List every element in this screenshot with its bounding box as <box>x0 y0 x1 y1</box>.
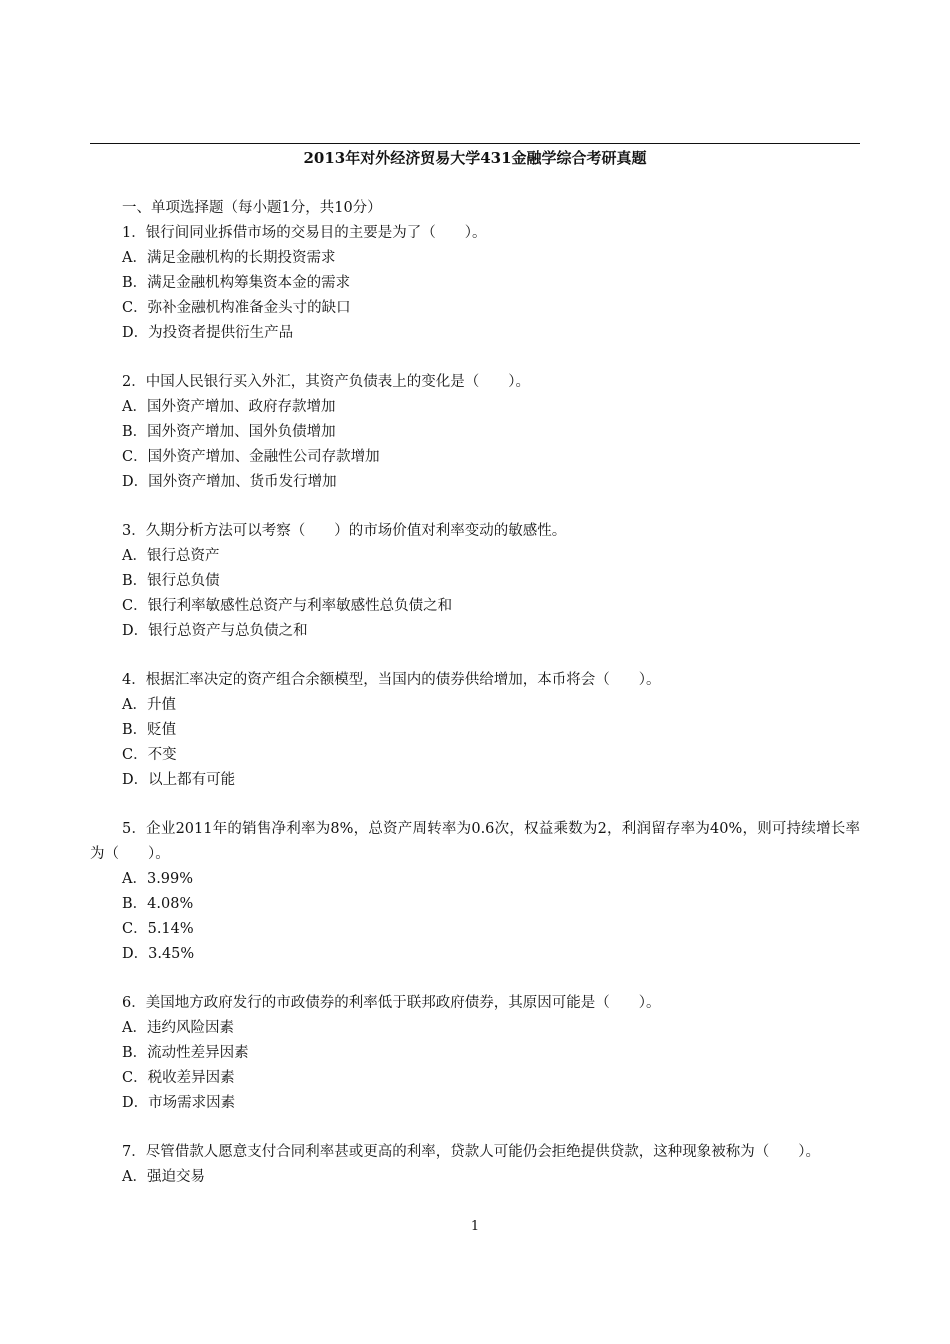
option-b: B．国外资产增加、国外负债增加 <box>122 424 336 440</box>
option-c: C．银行利率敏感性总资产与利率敏感性总负债之和 <box>122 598 453 614</box>
question-3 <box>90 519 860 644</box>
question-4 <box>90 668 860 793</box>
option-a: A．国外资产增加、政府存款增加 <box>122 399 336 415</box>
option-a: A．满足金融机构的长期投资需求 <box>122 250 336 266</box>
question-stem: 1．银行间同业拆借市场的交易目的主要是为了（ ）。 <box>122 225 487 241</box>
option-a: A．升值 <box>122 697 176 713</box>
option-d: D．以上都有可能 <box>122 772 236 788</box>
option-b: B．贬值 <box>122 722 177 738</box>
option-b: B．银行总负债 <box>122 573 220 589</box>
question-stem: 6．美国地方政府发行的市政债券的利率低于联邦政府债券，其原因可能是（ ）。 <box>122 995 661 1011</box>
page-number: 1 <box>470 1219 480 1234</box>
question-7 <box>90 1140 860 1190</box>
option-b: B．4.08% <box>122 896 194 912</box>
option-b: B．流动性差异因素 <box>122 1045 249 1061</box>
document-body <box>90 196 860 1190</box>
question-stem: 7．尽管借款人愿意支付合同利率甚或更高的利率，贷款人可能仍会拒绝提供贷款，这种现象被称为（ ）。 <box>122 1144 820 1160</box>
option-d: D．国外资产增加、货币发行增加 <box>122 474 337 490</box>
question-6 <box>90 991 860 1116</box>
option-a: A．银行总资产 <box>122 548 220 564</box>
question-stem: 2．中国人民银行买入外汇，其资产负债表上的变化是（ ）。 <box>122 374 530 390</box>
option-b: B．满足金融机构筹集资本金的需求 <box>122 275 351 291</box>
header-rule <box>90 143 860 144</box>
option-d: D．3.45% <box>122 946 195 962</box>
option-d: D．市场需求因素 <box>122 1095 236 1111</box>
option-c: C．不变 <box>122 747 177 763</box>
option-a: A．强迫交易 <box>122 1169 205 1185</box>
option-c: C．税收差异因素 <box>122 1070 235 1086</box>
option-c: C．国外资产增加、金融性公司存款增加 <box>122 449 380 465</box>
question-1 <box>90 221 860 346</box>
document-title: 2013年对外经济贸易大学431金融学综合考研真题 <box>303 149 647 167</box>
option-d: D．为投资者提供衍生产品 <box>122 325 294 341</box>
option-c: C．5.14% <box>122 921 194 937</box>
option-d: D．银行总资产与总负债之和 <box>122 623 308 639</box>
question-2 <box>90 370 860 495</box>
question-5 <box>90 817 860 967</box>
option-a: A．3.99% <box>122 871 194 887</box>
question-stem: 4．根据汇率决定的资产组合余额模型，当国内的债券供给增加，本币将会（ ）。 <box>122 672 661 688</box>
section-heading: 一、单项选择题（每小题1分，共10分） <box>122 200 382 216</box>
option-a: A．违约风险因素 <box>122 1020 234 1036</box>
option-c: C．弥补金融机构准备金头寸的缺口 <box>122 300 351 316</box>
question-stem: 5．企业2011年的销售净利率为8%，总资产周转率为0.6次，权益乘数为2，利润留存率为40%，则可持续增长率为（ ）。 <box>90 821 860 862</box>
question-stem: 3．久期分析方法可以考察（ ）的市场价值对利率变动的敏感性。 <box>122 523 567 539</box>
